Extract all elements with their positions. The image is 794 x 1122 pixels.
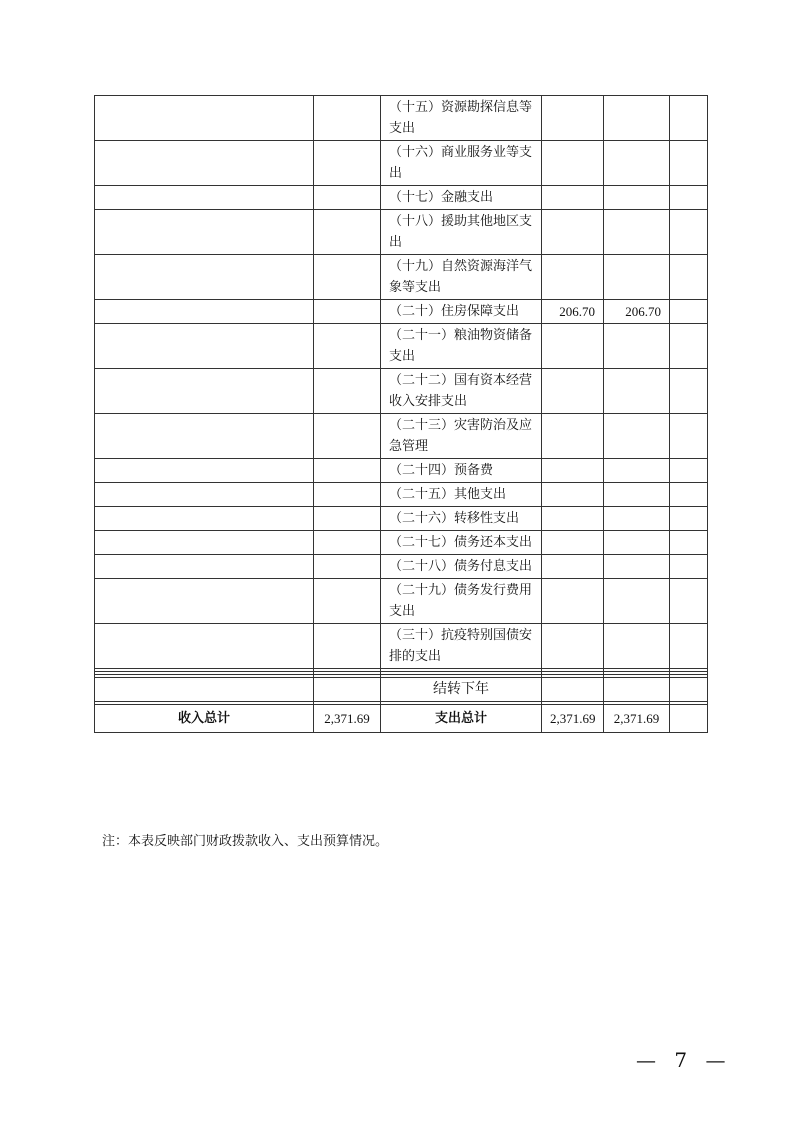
page-number: — 7 — — [636, 1048, 732, 1072]
table-row — [95, 210, 708, 255]
budget-table — [94, 95, 708, 733]
expense-item: （十六）商业服务业等支出 — [381, 141, 542, 186]
expense-item: （二十七）债务还本支出 — [381, 531, 542, 555]
total-row — [95, 705, 708, 733]
table-row — [95, 255, 708, 300]
budget-amount: 206.70 — [542, 300, 604, 324]
budget-amount: 206.70 — [604, 300, 670, 324]
expense-item: （十八）援助其他地区支出 — [381, 210, 542, 255]
table-row — [95, 300, 708, 324]
expense-total-value-2: 2,371.69 — [604, 705, 670, 733]
carry-forward-label: 结转下年 — [381, 678, 542, 702]
expense-item: （十七）金融支出 — [381, 186, 542, 210]
expense-item: （二十五）其他支出 — [381, 483, 542, 507]
income-total-value: 2,371.69 — [314, 705, 381, 733]
expense-item: （二十）住房保障支出 — [381, 300, 542, 324]
table-note: 注：本表反映部门财政拨款收入、支出预算情况。 — [102, 834, 389, 849]
table-row — [95, 624, 708, 669]
expense-total-value: 2,371.69 — [542, 705, 604, 733]
expense-item: （二十三）灾害防治及应急管理 — [381, 414, 542, 459]
expense-item: （二十八）债务付息支出 — [381, 555, 542, 579]
expense-item: （二十六）转移性支出 — [381, 507, 542, 531]
table-row — [95, 141, 708, 186]
table-row — [95, 579, 708, 624]
table-row — [95, 507, 708, 531]
table-row — [95, 531, 708, 555]
table-row — [95, 324, 708, 369]
table-body — [95, 96, 708, 733]
income-total-label: 收入总计 — [95, 705, 314, 733]
table-row — [95, 459, 708, 483]
table-row — [95, 414, 708, 459]
expense-item: （十九）自然资源海洋气象等支出 — [381, 255, 542, 300]
table-row — [95, 186, 708, 210]
expense-item: （十五）资源勘探信息等支出 — [381, 96, 542, 141]
table-row — [95, 369, 708, 414]
expense-item: （二十二）国有资本经营收入安排支出 — [381, 369, 542, 414]
expense-item: （二十九）债务发行费用支出 — [381, 579, 542, 624]
expense-item: （二十一）粮油物资储备支出 — [381, 324, 542, 369]
table-row — [95, 555, 708, 579]
table-row — [95, 96, 708, 141]
table-row — [95, 483, 708, 507]
expense-item: （三十）抗疫特别国债安排的支出 — [381, 624, 542, 669]
carry-forward-row — [95, 678, 708, 702]
expense-item: （二十四）预备费 — [381, 459, 542, 483]
expense-total-label: 支出总计 — [381, 705, 542, 733]
